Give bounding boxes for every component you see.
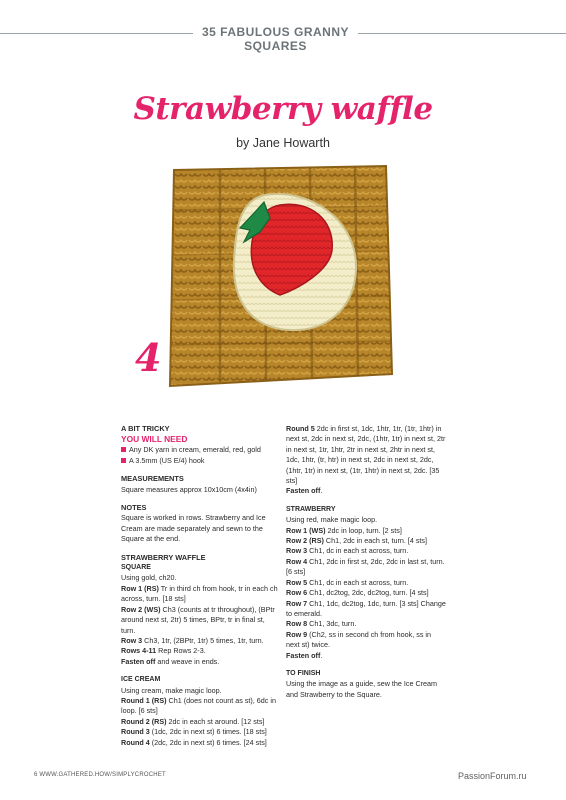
strawberry-intro: Using red, make magic loop. bbox=[286, 515, 378, 525]
notes-text: Square is worked in rows. Strawberry and Ice Cream are made separately and sewn to the Square at the end. bbox=[121, 513, 266, 544]
strawberry-row: Row 4 Ch1, 2dc in first st, 2dc, 2dc in last st, turn. [6 sts] bbox=[286, 556, 445, 577]
strawberry-row: Row 1 (WS) 2dc in loop, turn. [2 sts] bbox=[286, 525, 402, 535]
difficulty-label: A BIT TRICKY bbox=[121, 424, 170, 433]
square-row: Row 1 (RS) Tr in third ch from hook, tr in each ch across, turn. [18 sts] bbox=[121, 583, 278, 604]
icecream-round: Round 3 (1dc, 2dc in next st) 6 times. [18 sts] bbox=[121, 727, 267, 737]
strawberry-row: Row 7 Ch1, 1dc, dc2tog, 1dc, turn. [3 sts] Change to emerald. bbox=[286, 598, 446, 618]
waffle-heading: STRAWBERRY WAFFLE bbox=[121, 552, 206, 562]
page-footer: 6 WWW.GATHERED.HOW/SIMPLYCROCHET bbox=[34, 772, 166, 778]
bullet-icon bbox=[121, 447, 126, 452]
you-will-need-heading: YOU WILL NEED bbox=[121, 434, 188, 445]
icecream-intro: Using cream, make magic loop. bbox=[121, 685, 222, 695]
pattern-number-badge: 4 bbox=[135, 335, 162, 380]
need-item: Any DK yarn in cream, emerald, red, gold bbox=[121, 445, 279, 455]
instructions-right-column bbox=[286, 424, 446, 700]
fasten-off: Fasten off. bbox=[286, 486, 323, 496]
measurements-text: Square measures approx 10x10cm (4x4in) bbox=[121, 484, 257, 494]
section-header-title: 35 FABULOUS GRANNY SQUARES bbox=[201, 25, 350, 53]
strawberry-row: Row 8 Ch1, 3dc, turn. bbox=[286, 619, 357, 629]
square-row: Row 3 Ch3, 1tr, (2BPtr, 1tr) 5 times, 1tr, turn. bbox=[121, 635, 264, 645]
measurements-heading: MEASUREMENTS bbox=[121, 474, 184, 484]
strawberry-row: Row 5 Ch1, dc in each st across, turn. bbox=[286, 577, 409, 587]
header-rule-right bbox=[358, 33, 566, 34]
square-heading: SQUARE bbox=[121, 564, 151, 572]
watermark: PassionForum.ru bbox=[458, 771, 527, 781]
notes-heading: NOTES bbox=[121, 503, 147, 513]
square-row: Fasten off and weave in ends. bbox=[121, 656, 220, 666]
need-item: A 3.5mm (US E/4) hook bbox=[121, 456, 279, 466]
square-row: Rows 4-11 Rep Rows 2-3. bbox=[121, 646, 206, 656]
pattern-title: Strawberry waffle bbox=[133, 91, 433, 127]
bullet-icon bbox=[121, 458, 126, 463]
square-intro: Using gold, ch20. bbox=[121, 573, 177, 583]
strawberry-row: Row 9 (Ch2, ss in second ch from hook, ss in next st) twice. bbox=[286, 629, 432, 650]
instructions-left-column bbox=[121, 424, 279, 748]
strawberry-heading: STRAWBERRY bbox=[286, 505, 336, 513]
icecream-round-5: Round 5 2dc in first st, 1dc, 1htr, 1tr, (1tr, 1htr) in next st, 2dc in next st, 2dc, (1htr, 1tr) in next st, 2tr in next st, 1tr, 1htr, 2tr in next st, 2htr in next st, 1dc, 1htr, (tr, htr) in next st, 2dc in next st, 2dc, (1htr, 1tr) in next st, (1tr, 1htr) in next st, 2dc. [35 sts] bbox=[286, 424, 446, 486]
finish-text: Using the image as a guide, sew the Ice Cream and Strawberry to the Square. bbox=[286, 679, 438, 699]
icecream-heading: ICE CREAM bbox=[121, 676, 161, 684]
icecream-round: Round 1 (RS) Ch1 (does not count as st), 6dc in loop. [6 sts] bbox=[121, 695, 276, 716]
icecream-round: Round 2 (RS) 2dc in each st around. [12 sts] bbox=[121, 716, 265, 726]
pattern-byline: by Jane Howarth bbox=[236, 136, 330, 150]
crochet-square-photo bbox=[160, 160, 400, 392]
icecream-round: Round 4 (2dc, 2dc in next st) 6 times. [24 sts] bbox=[121, 737, 267, 747]
header-rule-left bbox=[0, 33, 193, 34]
strawberry-row: Row 2 (RS) Ch1, 2dc in each st, turn. [4 sts] bbox=[286, 536, 428, 546]
strawberry-row: Row 3 Ch1, dc in each st across, turn. bbox=[286, 546, 409, 556]
strawberry-row: Row 6 Ch1, dc2tog, 2dc, dc2tog, turn. [4 sts] bbox=[286, 588, 429, 598]
square-row: Row 2 (WS) Ch3 (counts at tr throughout), (BPtr around next st, 2tr) 5 times, BPtr, tr in final st, turn. bbox=[121, 604, 275, 635]
finish-heading: TO FINISH bbox=[286, 669, 321, 677]
fasten-off: Fasten off. bbox=[286, 650, 323, 660]
